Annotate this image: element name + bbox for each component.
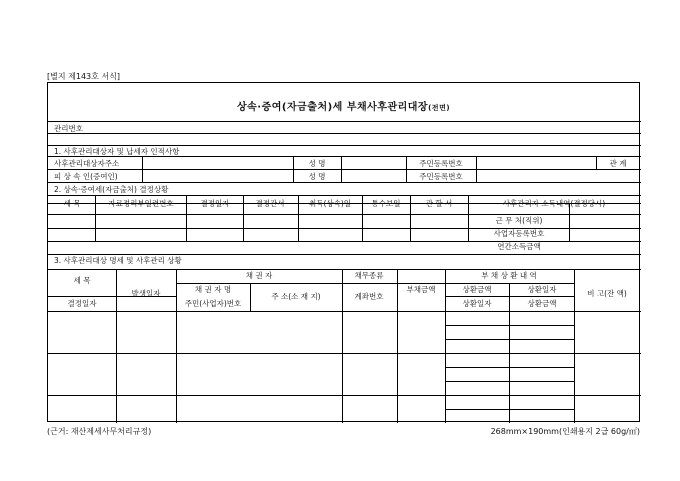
rule <box>250 283 251 311</box>
s3-repay-date-1: 상환일자 <box>527 285 557 294</box>
rule <box>95 195 96 241</box>
rule <box>48 156 641 157</box>
s3-account: 계좌번호 <box>354 292 384 301</box>
form-title <box>48 98 639 113</box>
s3-tax-item: 세 목 <box>73 276 91 285</box>
rule <box>116 269 117 423</box>
rule <box>186 195 187 241</box>
s3-creditor: 채 권 자 <box>245 271 273 280</box>
name-label-2: 성 명 <box>308 172 326 181</box>
rule <box>293 156 294 182</box>
rule <box>476 156 477 182</box>
name-label: 성 명 <box>308 159 326 168</box>
target-address-label: 사후관리대상자주소 <box>54 159 120 168</box>
section3-heading: 3. 사후관리대상 명세 및 사후관리 상황 <box>54 256 182 265</box>
mgmt-number-label: 관리번호 <box>54 124 83 133</box>
title-side-note: (전면) <box>428 104 451 112</box>
section2-heading: 2. 상속·증여세(자금출처) 결정상황 <box>54 185 169 194</box>
rule <box>48 214 641 215</box>
rule <box>48 121 641 122</box>
col-serial-no: 자료정리부일련번호 <box>108 199 174 208</box>
s3-creditor-name: 채 권 자 명 <box>194 285 232 294</box>
col-notice-date: 통수보일 <box>371 199 401 208</box>
s3-remarks: 비 고(잔 액) <box>587 289 627 298</box>
col-jurisdiction: 관 할 서 <box>425 199 453 208</box>
section1-heading: 1. 사후관리대상자 및 납세자 인적사항 <box>54 147 180 156</box>
rule <box>596 156 597 169</box>
rule <box>342 269 343 423</box>
s3-address: 주 소(소 재 지) <box>271 292 321 301</box>
rule <box>48 195 641 196</box>
debt-management-form <box>47 82 640 422</box>
income-biz-no: 사업자등록번호 <box>493 229 545 238</box>
rule <box>48 169 641 170</box>
rule <box>445 269 446 423</box>
col-tax-item: 세 목 <box>63 199 81 208</box>
footer-basis: (근거: 재산제세사무처리규정) <box>47 427 152 436</box>
rule <box>341 156 342 182</box>
title-main: 상속·증여(자금출처)세 부채사후관리대장 <box>236 102 429 113</box>
rule <box>362 195 363 241</box>
rrn-label-2: 주민등록번호 <box>419 172 463 181</box>
s3-decision-date: 결정일자 <box>67 299 97 308</box>
s3-repay-date-2: 상환일자 <box>462 299 492 308</box>
s3-repay-amount-2: 상환금액 <box>527 299 557 308</box>
s3-creditor-id: 주민(사업자)번호 <box>184 299 242 308</box>
col-decision-office: 결정관서 <box>255 199 285 208</box>
rule <box>468 195 469 241</box>
rule <box>410 195 411 241</box>
rule <box>48 228 641 229</box>
rule <box>509 283 510 423</box>
rule <box>397 269 398 423</box>
income-annual: 연간소득금액 <box>497 242 541 251</box>
relationship-label: 관 계 <box>609 159 627 168</box>
rule <box>48 241 641 242</box>
rule <box>48 311 641 312</box>
rule <box>569 203 570 241</box>
rule <box>574 269 575 423</box>
col-acquire-date: 취득(상속)일 <box>308 199 352 208</box>
rule <box>48 353 641 354</box>
form-number: [별지 제143호 서식] <box>47 72 120 81</box>
s3-repay-history: 부 채 상 환 내 역 <box>481 271 537 280</box>
rule <box>176 269 177 423</box>
rule <box>48 133 641 134</box>
rule <box>48 269 641 270</box>
income-workplace: 근 무 처(직위) <box>495 216 543 225</box>
s3-occur-date: 발생일자 <box>131 289 161 298</box>
footer-paper-spec: 268mm×190mm(인쇄용지 2급 60g/㎡) <box>490 427 640 436</box>
s3-debt-amount: 부채금액 <box>406 285 436 294</box>
rule <box>406 156 407 182</box>
s3-debt-type: 채무종류 <box>354 271 384 280</box>
rule <box>298 195 299 241</box>
rule <box>48 182 641 183</box>
rule <box>176 283 574 284</box>
rule <box>243 195 244 241</box>
rule <box>48 395 641 396</box>
s3-repay-amount-1: 상환금액 <box>462 285 492 294</box>
income-heading: 사후관리자 소득내역(결정당시) <box>502 199 606 208</box>
rule <box>142 156 143 182</box>
decedent-label: 피 상 속 인(증여인) <box>54 172 118 181</box>
col-decision-date: 결정일자 <box>200 199 230 208</box>
rule <box>48 254 641 255</box>
rule <box>48 145 641 146</box>
rrn-label: 주민등록번호 <box>419 159 463 168</box>
